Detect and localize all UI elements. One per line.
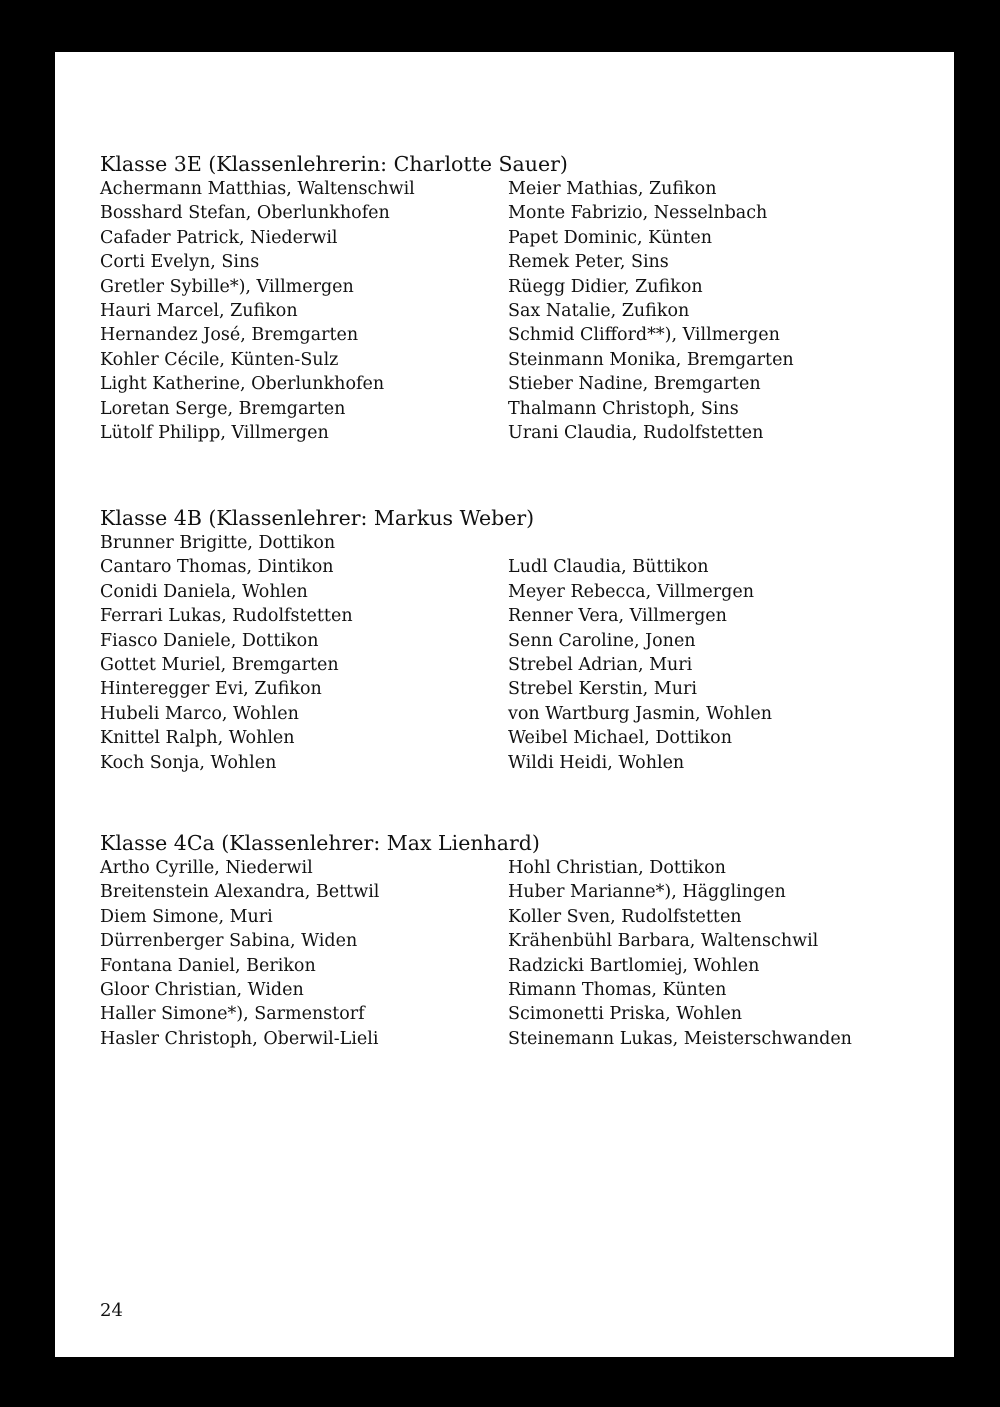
- student-entry: Hauri Marcel, Zufikon: [100, 300, 298, 321]
- student-column-left: [100, 856, 379, 1051]
- student-entry: Koch Sonja, Wohlen: [100, 752, 277, 773]
- student-column-left: [100, 531, 353, 775]
- student-entry: Rimann Thomas, Künten: [508, 979, 727, 1000]
- student-entry: Radzicki Bartlomiej, Wohlen: [508, 955, 760, 976]
- student-entry: Krähenbühl Barbara, Waltenschwil: [508, 931, 819, 952]
- student-entry: Achermann Matthias, Waltenschwil: [100, 179, 415, 199]
- student-entry: Urani Claudia, Rudolfstetten: [508, 422, 764, 443]
- student-entry: Dürrenberger Sabina, Widen: [100, 931, 358, 952]
- student-entry: Hubeli Marco, Wohlen: [100, 703, 299, 724]
- student-entry: Artho Cyrille, Niederwil: [100, 858, 313, 878]
- student-entry: Papet Dominic, Künten: [508, 227, 713, 248]
- student-column-right: [508, 177, 794, 445]
- student-entry: Hasler Christoph, Oberwil-Lieli: [100, 1028, 379, 1049]
- student-entry: Breitenstein Alexandra, Bettwil: [100, 882, 380, 903]
- student-entry: Stieber Nadine, Bremgarten: [508, 374, 761, 395]
- student-entry: Strebel Adrian, Muri: [508, 654, 693, 675]
- student-entry: Steinemann Lukas, Meisterschwanden: [508, 1028, 852, 1049]
- student-entry: Ludl Claudia, Büttikon: [508, 557, 709, 578]
- document-page: [55, 52, 954, 1357]
- student-entry: Conidi Daniela, Wohlen: [100, 581, 308, 602]
- student-column-right: [508, 531, 772, 775]
- student-entry: Cafader Patrick, Niederwil: [100, 227, 338, 248]
- student-entry: Brunner Brigitte, Dottikon: [100, 533, 336, 553]
- student-entry: Meyer Rebecca, Villmergen: [508, 581, 754, 602]
- student-entry: Diem Simone, Muri: [100, 906, 273, 927]
- student-entry: Remek Peter, Sins: [508, 252, 669, 273]
- student-column-left: [100, 177, 415, 445]
- student-entry: Hernandez José, Bremgarten: [100, 325, 359, 346]
- student-entry: Schmid Clifford**), Villmergen: [508, 325, 780, 346]
- student-entry: Cantaro Thomas, Dintikon: [100, 557, 334, 578]
- student-entry: Sax Natalie, Zufikon: [508, 300, 690, 321]
- student-entry: Gottet Muriel, Bremgarten: [100, 654, 339, 675]
- student-entry: Haller Simone*), Sarmenstorf: [100, 1004, 365, 1025]
- page-number: 24: [100, 1300, 123, 1321]
- student-entry: Renner Vera, Villmergen: [508, 606, 727, 627]
- class-heading: Klasse 4B (Klassenlehrer: Markus Weber): [100, 506, 535, 530]
- class-heading: Klasse 4Ca (Klassenlehrer: Max Lienhard): [100, 831, 540, 855]
- student-entry: [508, 531, 772, 555]
- student-entry: Scimonetti Priska, Wohlen: [508, 1004, 743, 1025]
- student-entry: Loretan Serge, Bremgarten: [100, 398, 346, 419]
- student-entry: Weibel Michael, Dottikon: [508, 728, 732, 749]
- student-entry: Corti Evelyn, Sins: [100, 252, 260, 273]
- student-column-right: [508, 856, 852, 1051]
- student-entry: Gretler Sybille*), Villmergen: [100, 276, 354, 297]
- student-entry: Light Katherine, Oberlunkhofen: [100, 374, 385, 395]
- student-entry: Senn Caroline, Jonen: [508, 630, 696, 651]
- student-entry: Ferrari Lukas, Rudolfstetten: [100, 606, 353, 627]
- student-entry: Thalmann Christoph, Sins: [508, 398, 739, 419]
- class-heading: Klasse 3E (Klassenlehrerin: Charlotte Sauer): [100, 152, 568, 176]
- student-entry: Bosshard Stefan, Oberlunkhofen: [100, 203, 390, 224]
- student-entry: Gloor Christian, Widen: [100, 979, 304, 1000]
- student-entry: Lütolf Philipp, Villmergen: [100, 422, 329, 443]
- student-entry: von Wartburg Jasmin, Wohlen: [508, 703, 773, 724]
- student-entry: Rüegg Didier, Zufikon: [508, 276, 703, 297]
- student-entry: Steinmann Monika, Bremgarten: [508, 349, 794, 370]
- student-entry: Huber Marianne*), Hägglingen: [508, 882, 786, 903]
- student-entry: Fiasco Daniele, Dottikon: [100, 630, 319, 651]
- student-entry: Koller Sven, Rudolfstetten: [508, 906, 742, 927]
- student-entry: Hinteregger Evi, Zufikon: [100, 679, 322, 700]
- student-entry: Monte Fabrizio, Nesselnbach: [508, 203, 768, 224]
- student-entry: Kohler Cécile, Künten-Sulz: [100, 349, 339, 370]
- student-entry: Strebel Kerstin, Muri: [508, 679, 697, 700]
- student-entry: Meier Mathias, Zufikon: [508, 179, 717, 199]
- student-entry: Knittel Ralph, Wohlen: [100, 728, 295, 749]
- student-entry: Hohl Christian, Dottikon: [508, 858, 726, 878]
- student-entry: Wildi Heidi, Wohlen: [508, 752, 685, 773]
- student-entry: Fontana Daniel, Berikon: [100, 955, 316, 976]
